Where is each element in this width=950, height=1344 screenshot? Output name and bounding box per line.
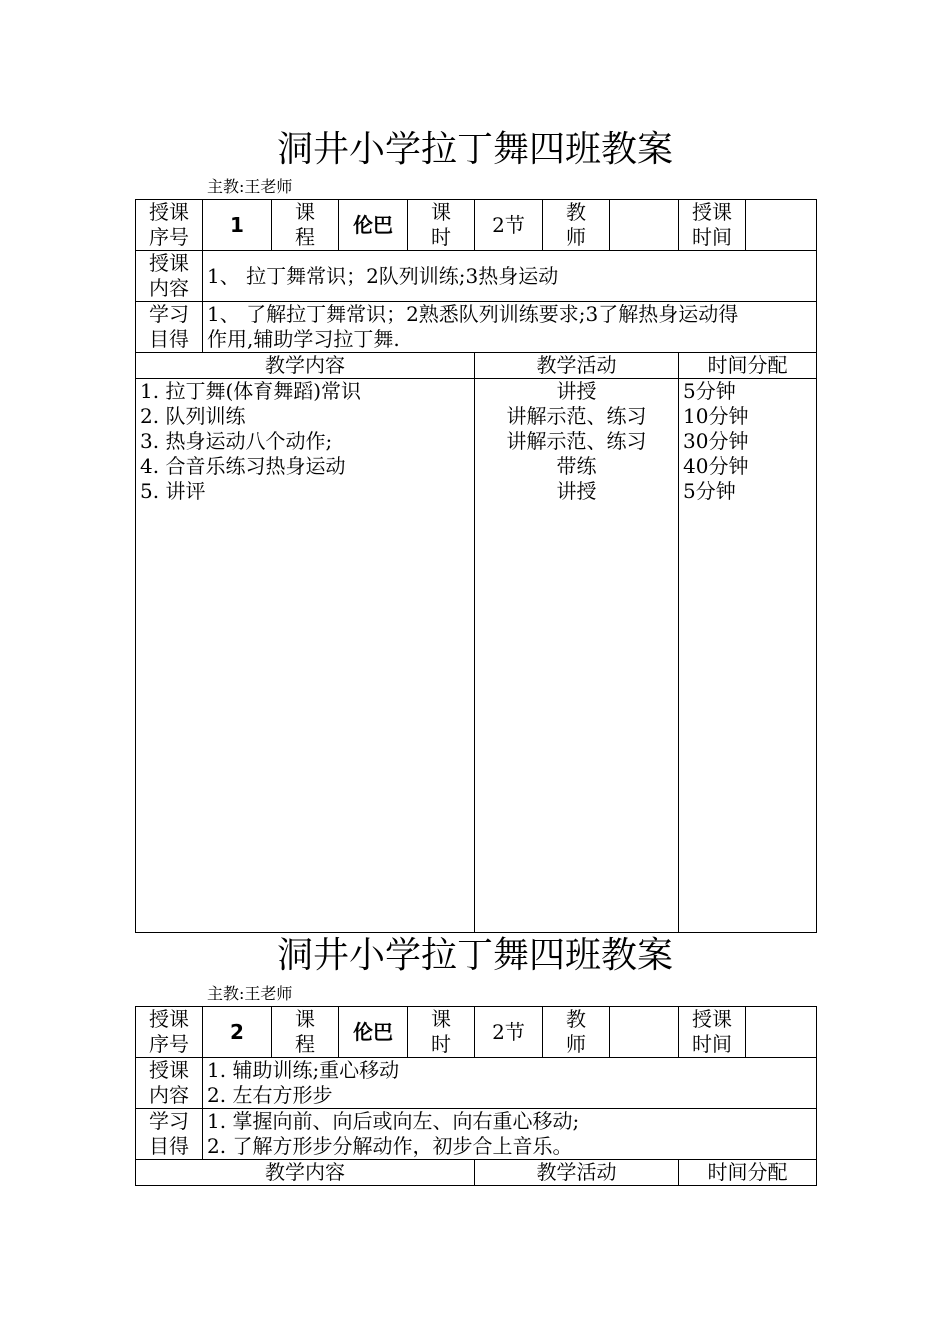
col-header-content: 教学内容 — [136, 1160, 475, 1186]
time-label: 授课 时间 — [679, 1007, 746, 1058]
content-value: 1. 辅助训练;重心移动 2. 左右方形步 — [203, 1058, 817, 1109]
lesson-no-label: 授课 序号 — [136, 200, 203, 251]
content-row — [136, 1058, 817, 1109]
goal-value: 1. 掌握向前、向后或向左、向右重心移动; 2. 了解方形步分解动作，初步合上音乐。 — [203, 1109, 817, 1160]
course-value: 伦巴 — [339, 200, 408, 251]
content-row — [136, 251, 817, 302]
list-item: 5. 讲评 — [140, 479, 206, 503]
header-row — [136, 1007, 817, 1058]
section-header-row — [136, 353, 817, 379]
teacher-label: 教 师 — [543, 200, 610, 251]
hours-label: 课 时 — [408, 200, 475, 251]
teacher-label: 教 师 — [543, 1007, 610, 1058]
hours-value: 2节 — [475, 1007, 543, 1058]
teacher-value — [610, 1007, 679, 1058]
goal-value: 1、 了解拉丁舞常识；2熟悉队列训练要求;3了解热身运动得 作用,辅助学习拉丁舞. — [203, 302, 817, 353]
list-item: 10分钟 — [683, 404, 749, 428]
lesson-no-value: 1 — [203, 200, 272, 251]
section-header-row — [136, 1160, 817, 1186]
course-label: 课 程 — [272, 200, 339, 251]
list-item: 3. 热身运动八个动作; — [140, 429, 333, 453]
list-item: 1. 拉丁舞(体育舞蹈)常识 — [140, 379, 362, 403]
content-value: 1、 拉丁舞常识；2队列训练;3热身运动 — [203, 251, 817, 302]
list-item: 讲授 — [556, 479, 597, 503]
time-column — [679, 379, 817, 933]
list-item: 讲解示范、练习 — [506, 429, 647, 453]
lesson-no-label: 授课 序号 — [136, 1007, 203, 1058]
list-item: 30分钟 — [683, 429, 749, 453]
content-label: 授课 内容 — [136, 1058, 203, 1109]
col-header-activity: 教学活动 — [475, 1160, 679, 1186]
main-teacher-label: 主教:王老师 — [207, 177, 293, 196]
list-item: 4. 合音乐练习热身运动 — [140, 454, 346, 478]
course-value: 伦巴 — [339, 1007, 408, 1058]
header-row — [136, 200, 817, 251]
goal-label: 学习 目得 — [136, 1109, 203, 1160]
time-value — [746, 1007, 817, 1058]
page-title: 洞井小学拉丁舞四班教案 — [276, 129, 673, 170]
list-item: 5分钟 — [683, 479, 736, 503]
hours-label: 课 时 — [408, 1007, 475, 1058]
teacher-value — [610, 200, 679, 251]
goal-label: 学习 目得 — [136, 302, 203, 353]
lesson-plan-table-1 — [135, 199, 817, 933]
col-header-content: 教学内容 — [136, 353, 475, 379]
hours-value: 2节 — [475, 200, 543, 251]
page-title: 洞井小学拉丁舞四班教案 — [276, 935, 673, 976]
lesson-no-value: 2 — [203, 1007, 272, 1058]
list-item: 讲解示范、练习 — [506, 404, 647, 428]
main-teacher-label: 主教:王老师 — [207, 984, 293, 1003]
list-item: 40分钟 — [683, 454, 749, 478]
list-item: 5分钟 — [683, 379, 736, 403]
col-header-time: 时间分配 — [679, 1160, 817, 1186]
activity-column — [475, 379, 679, 933]
body-row — [136, 379, 817, 933]
col-header-time: 时间分配 — [679, 353, 817, 379]
course-label: 课 程 — [272, 1007, 339, 1058]
col-header-activity: 教学活动 — [475, 353, 679, 379]
content-column — [136, 379, 475, 933]
goal-row — [136, 1109, 817, 1160]
lesson-plan-table-2 — [135, 1006, 817, 1186]
time-value — [746, 200, 817, 251]
list-item: 讲授 — [556, 379, 597, 403]
time-label: 授课 时间 — [679, 200, 746, 251]
list-item: 2. 队列训练 — [140, 404, 246, 428]
goal-row — [136, 302, 817, 353]
list-item: 带练 — [556, 454, 597, 478]
content-label: 授课 内容 — [136, 251, 203, 302]
